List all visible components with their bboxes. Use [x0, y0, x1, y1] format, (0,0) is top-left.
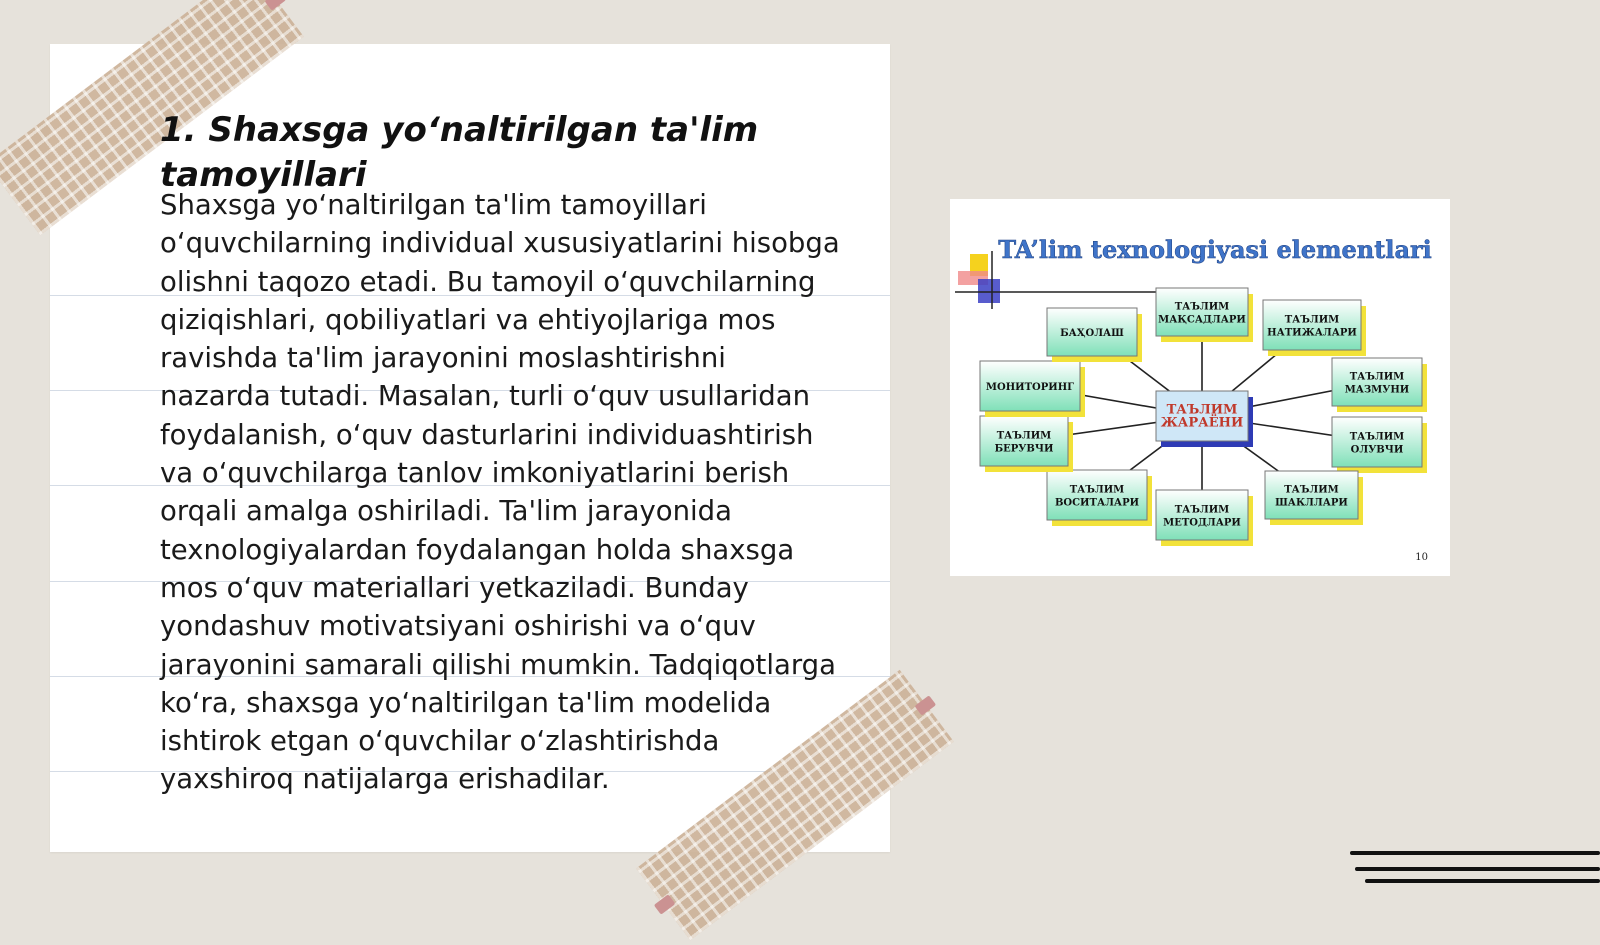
- decorative-stroke: [1365, 879, 1600, 883]
- diagram-page-number: 10: [1415, 552, 1428, 563]
- diagram-node-label: ТАЪЛИМ: [1349, 431, 1405, 443]
- decorative-stroke: [1355, 867, 1600, 871]
- diagram-title: TA’lim texnologiyasi elementlari: [998, 235, 1432, 264]
- diagram-node-label: ТАЪЛИМ: [1349, 371, 1405, 383]
- tape-tab: [915, 695, 937, 715]
- diagram-node-label: ТАЪЛИМ: [996, 430, 1052, 442]
- diagram-node-label: ОЛУВЧИ: [1350, 444, 1404, 456]
- slide-body-text: Shaxsga yo‘naltirilgan ta'lim tamoyillari o‘quvchilarning individual xususiyatlarini hisobga olishni taqozo etadi. Bu tamoyil o‘quvchilarning qiziqishlari, qobiliyatlari va ehtiyojlariga mos ravishda ta'lim jarayonini moslashtirishni nazarda tutadi. Masalan, turli o‘quv usullaridan foydalanish, o‘quv dasturlarini individuashtirish va o‘quvchilarga tanlov imkoniyatlarini berish orqali amalga oshiriladi. Ta'lim jarayonida texnologiyalardan foydalangan holda shaxsga mos o‘quv materiallari yetkaziladi. Bunday yondashuv motivatsiyani oshirishi va o‘quv jarayonini samarali qilishi mumkin. Tadqiqotlarga ko‘ra, shaxsga yo‘naltirilgan ta'lim modelida ishtirok etgan o‘quvchilar o‘zlashtirishda yaxshiroq natijalarga erishadilar.: [160, 189, 840, 796]
- slide-title: 1. Shaxsga yo‘naltirilgan ta'lim tamoyillari: [160, 110, 759, 195]
- diagram-node-label: МАЗМУНИ: [1344, 384, 1410, 396]
- tape-tab: [654, 894, 676, 914]
- diagram-center-node-label: ЖАРАЁНИ: [1160, 415, 1244, 431]
- diagram-node-label: НАТИЖАЛАРИ: [1267, 327, 1357, 339]
- tape-tab: [265, 0, 287, 11]
- diagram-node-label: ТАЪЛИМ: [1174, 301, 1230, 313]
- diagram-node-label: ТАЪЛИМ: [1174, 504, 1230, 516]
- diagram-node-label: ШАКЛЛАРИ: [1275, 497, 1348, 509]
- corner-square-blue: [978, 279, 1000, 303]
- diagram-node-label: МАҚСАДЛАРИ: [1158, 314, 1246, 326]
- diagram-node-label: МОНИТОРИНГ: [985, 382, 1075, 393]
- diagram-node-label: БЕРУВЧИ: [994, 443, 1054, 455]
- diagram-svg: [950, 199, 1450, 576]
- diagram-node-label: ТАЪЛИМ: [1284, 314, 1340, 326]
- decorative-stroke: [1350, 851, 1600, 855]
- diagram-center-node-label: ТАЪЛИМ: [1166, 402, 1238, 418]
- diagram-node-label: БАҲОЛАШ: [1060, 328, 1124, 339]
- diagram-node-label: ВОСИТАЛАРИ: [1054, 497, 1140, 509]
- diagram-node-label: МЕТОДЛАРИ: [1163, 517, 1241, 529]
- diagram-node-label: ТАЪЛИМ: [1284, 484, 1339, 496]
- diagram-figure: [950, 199, 1450, 576]
- diagram-node-label: ТАЪЛИМ: [1069, 484, 1125, 496]
